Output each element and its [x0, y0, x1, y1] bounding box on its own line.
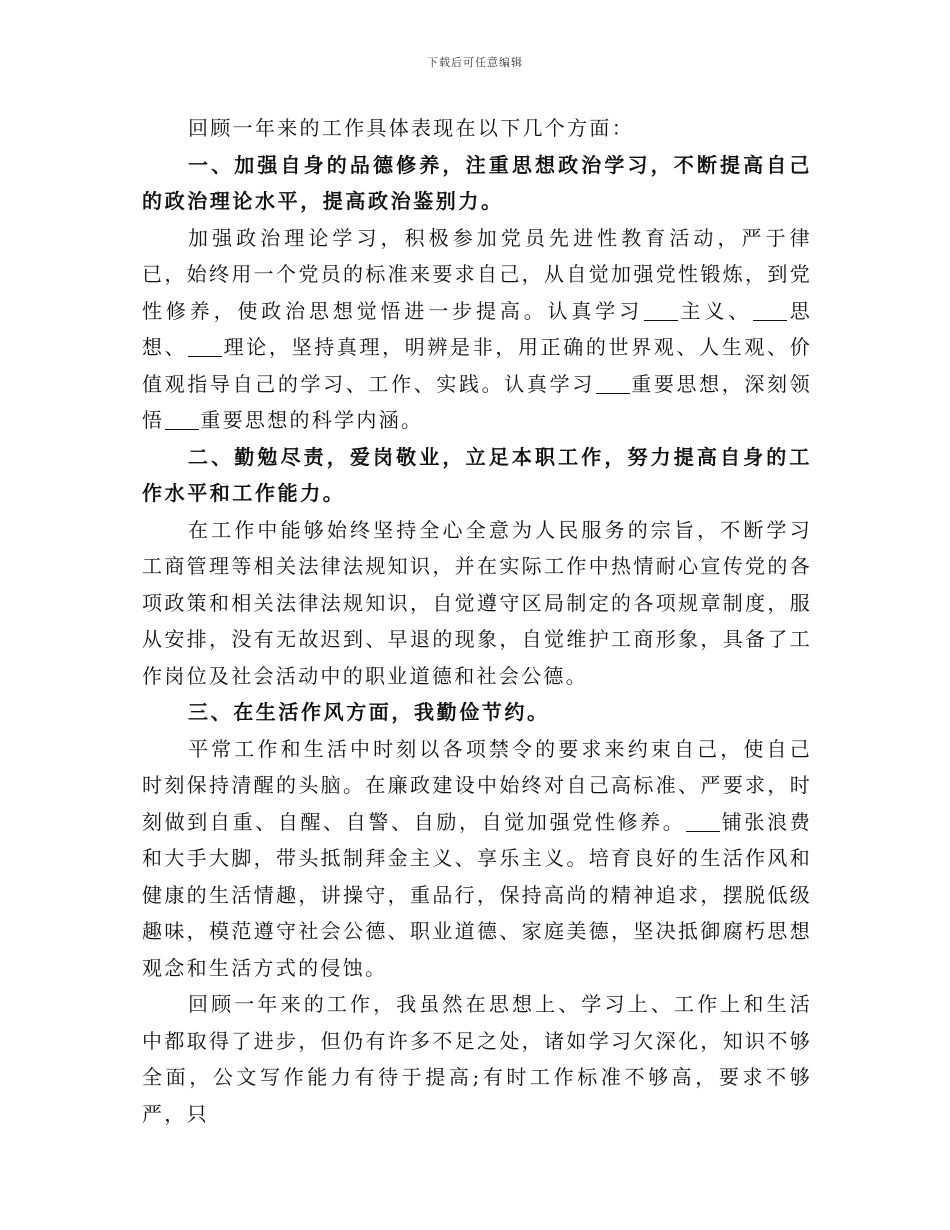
section3-paragraph — [142, 731, 812, 987]
header-note: 下载后可任意编辑 — [427, 56, 523, 69]
section1-text-part4: 理论，坚持真理，明辨是非，用正确的世界观、人生观、价值观指导自己的学习、工作、实践。认真学习 — [142, 335, 812, 396]
section1-text-part1: 加强政治理论学习，积极参加党员先进性教育活动，严于律已，始终用一个党员的标准来要求自己，从自觉加强党性锻炼，到党性修养，使政治思想觉悟进一步提高。认真学习 — [142, 225, 812, 323]
section3-text-part2: 铺张浪费和大手大脚，带头抵制拜金主义、享乐主义。培育良好的生活作风和健康的生活情趣，讲操守，重品行，保持高尚的精神追求，摆脱低级趣味，模范遵守社会公德、职业道德、家庭美德，坚决抵御腐朽思想观念和生活方式的侵蚀。 — [142, 809, 813, 980]
blank-line — [753, 302, 787, 321]
section1-text-part2: 主义、 — [679, 298, 753, 323]
section1-text-part5: 重要思想，深刻领悟 — [142, 371, 813, 432]
document-body — [142, 110, 812, 1132]
section1-heading: 一、加强自身的品德修养，注重思想政治学习，不断提高自己的政治理论水平，提高政治鉴别力。 — [142, 152, 812, 213]
blank-line — [165, 411, 199, 430]
intro-paragraph: 回顾一年来的工作具体表现在以下几个方面： — [188, 116, 634, 140]
section2-paragraph: 在工作中能够始终坚持全心全意为人民服务的宗旨，不断学习工商管理等相关法律法规知识，并在实际工作中热情耐心宣传党的各项政策和相关法律法规知识，自觉遵守区局制定的各项规章制度，服从安排，没有无故迟到、早退的现象，自觉维护工商形象，具备了工作岗位及社会活动中的职业道德和社会公德。 — [142, 517, 812, 688]
section2-heading: 二、勤勉尽责，爱岗敬业，立足本职工作，努力提高自身的工作水平和工作能力。 — [142, 444, 812, 505]
blank-line — [686, 813, 720, 832]
section3-heading: 三、在生活作风方面，我勤俭节约。 — [188, 700, 550, 724]
blank-line — [188, 338, 222, 357]
section1-paragraph — [142, 220, 812, 439]
section3-text-part1: 平常工作和生活中时刻以各项禁令的要求来约束自己，使自己时刻保持清醒的头脑。在廉政建设中始终对自己高标准、严要求，时刻做到自重、自醒、自警、自励，自觉加强党性修养。 — [142, 736, 812, 834]
section1-text-part3: 思想、 — [142, 298, 812, 359]
blank-line — [644, 302, 678, 321]
blank-line — [596, 375, 630, 394]
section1-text-part6: 重要思想的科学内涵。 — [200, 408, 424, 432]
conclusion-paragraph: 回顾一年来的工作，我虽然在思想上、学习上、工作上和生活中都取得了进步，但仍有许多不足之处，诸如学习欠深化，知识不够全面，公文写作能力有待于提高;有时工作标准不够高，要求不够严，只 — [142, 992, 812, 1126]
